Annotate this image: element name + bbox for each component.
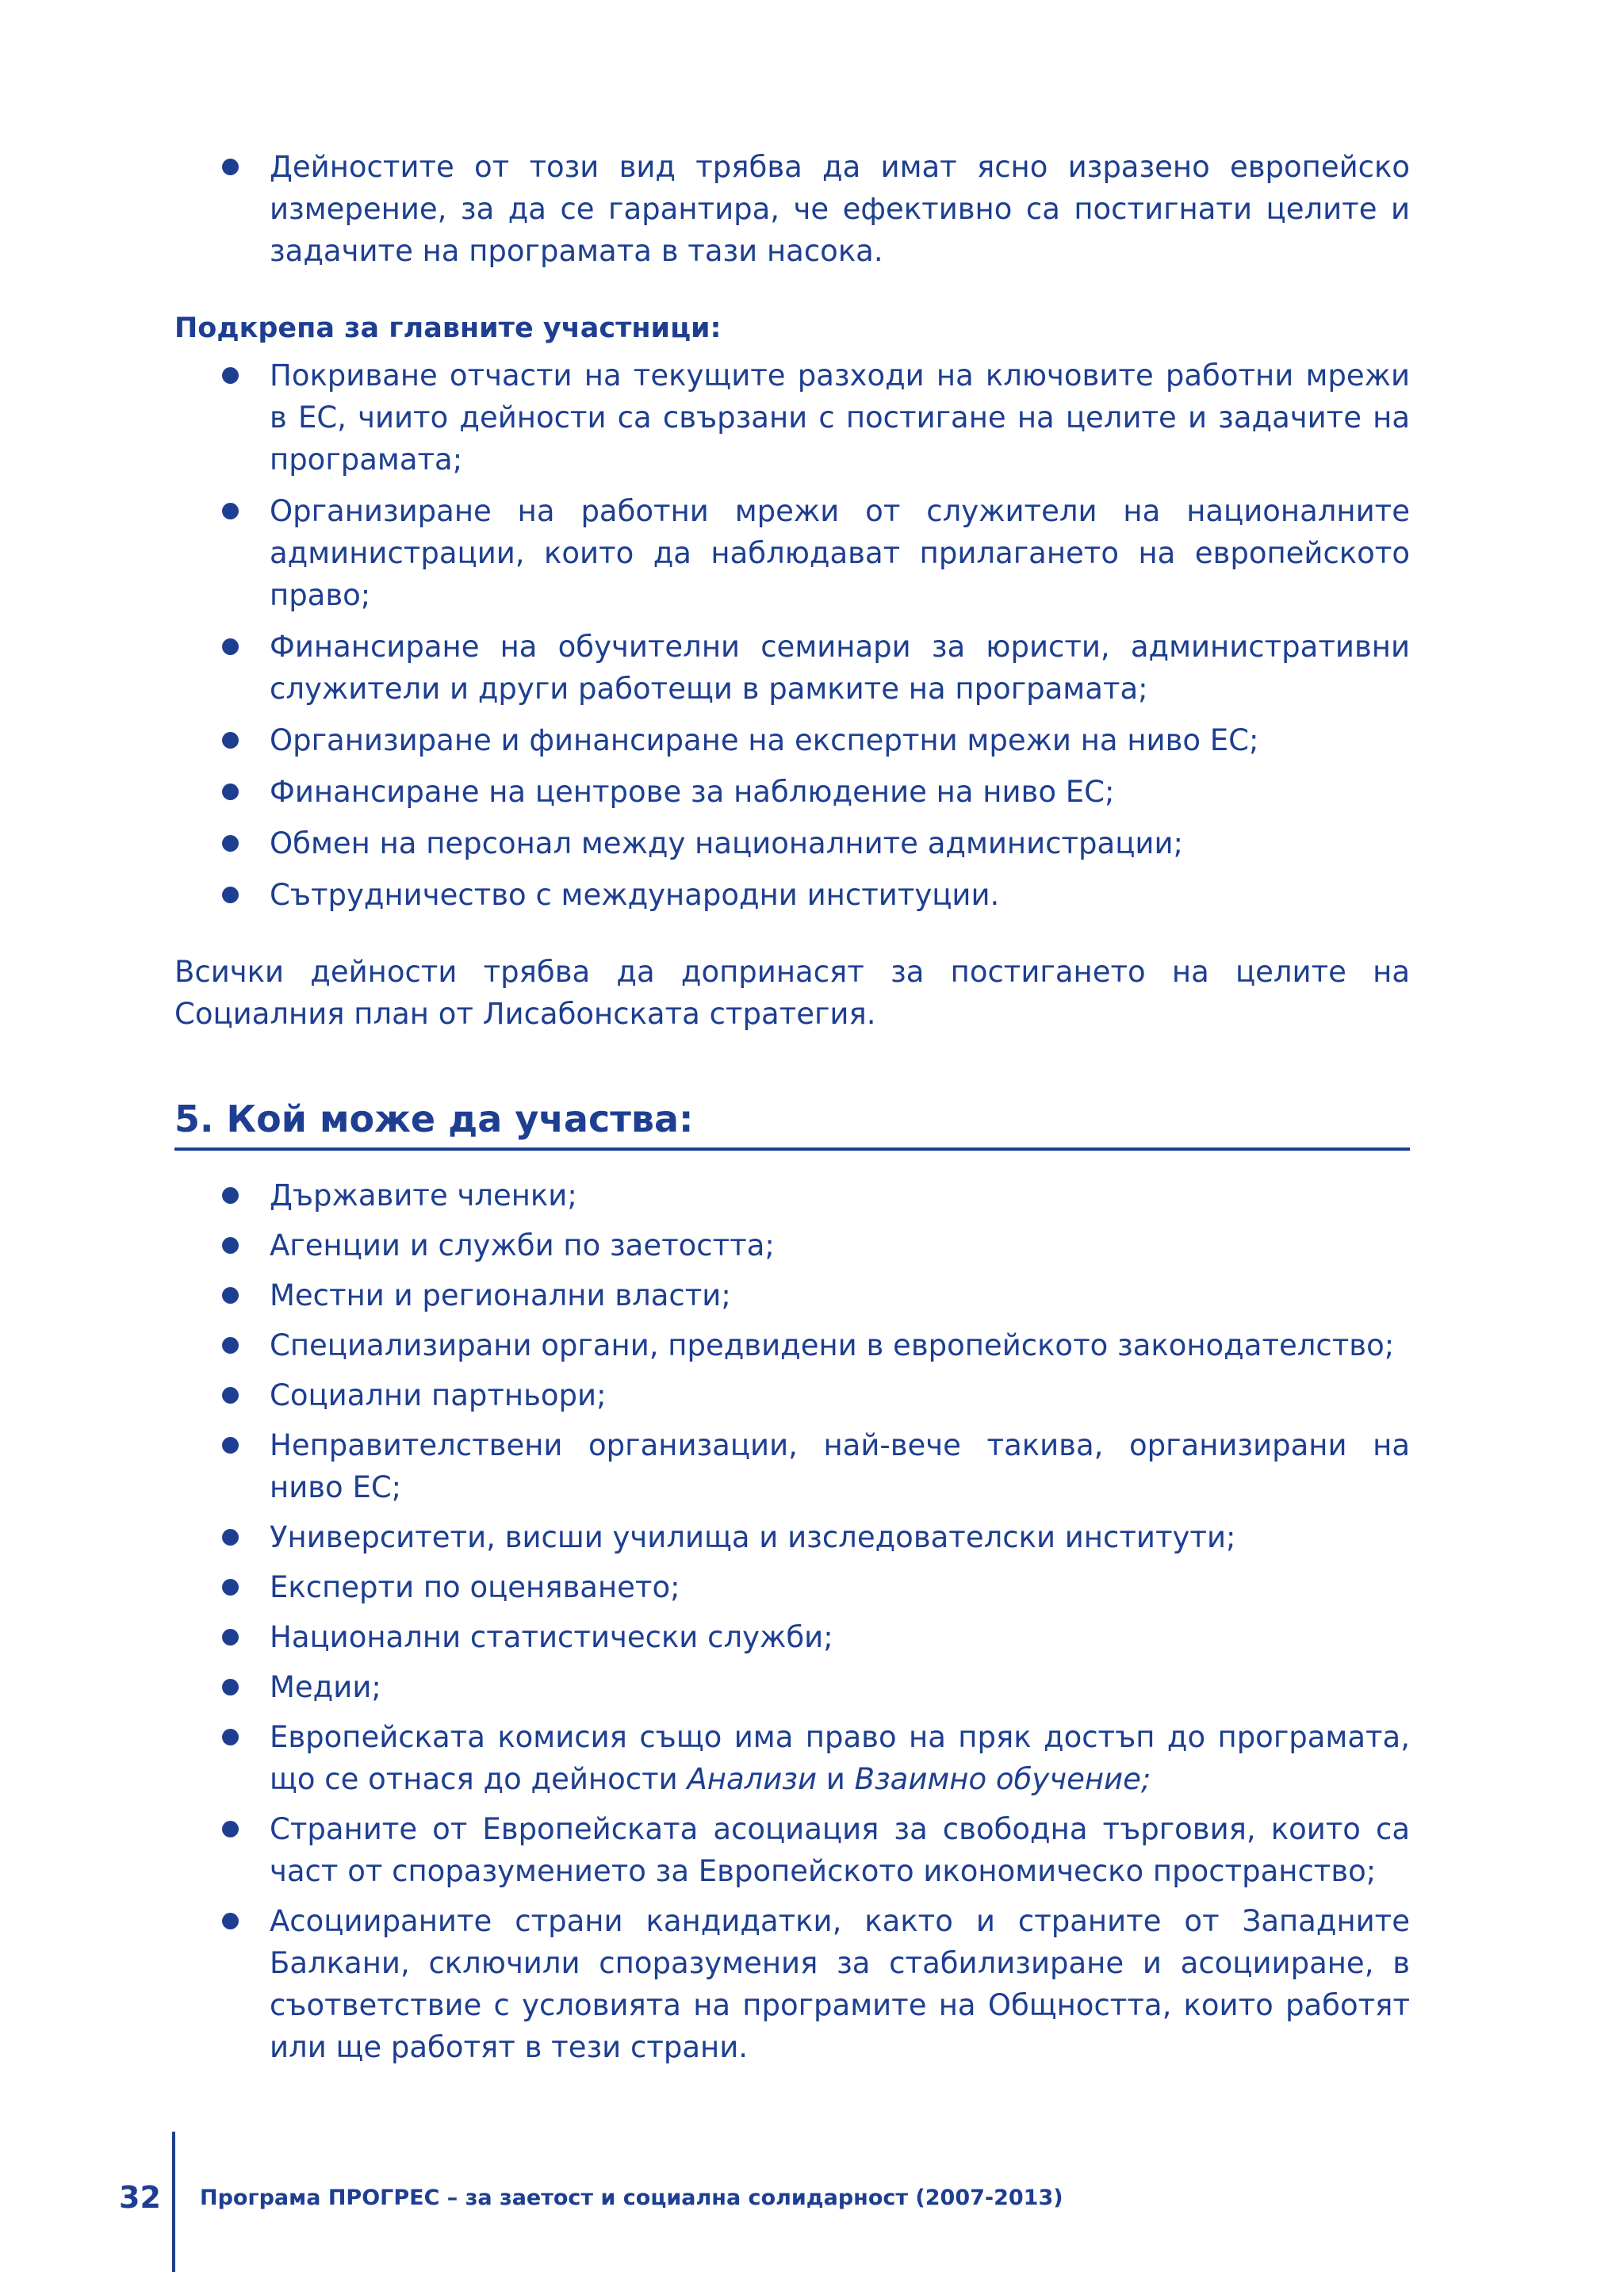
list-item: Държавите членки;	[174, 1174, 1410, 1216]
page-content	[174, 146, 1410, 2076]
list-item: Асоциираните страни кандидатки, както и страните от Западните Балкани, сключили споразумения за стабилизиране и асоцииране, в съответствие с условията на програмите на Общността, които работят или ще работят в тези страни.	[174, 1900, 1410, 2068]
bullet-icon	[222, 1629, 239, 1646]
list-item: Финансиране на центрове за наблюдение на ниво ЕС;	[174, 771, 1410, 813]
list-item: Обмен на персонал между националните администрации;	[174, 822, 1410, 864]
list-item: Национални статистически служби;	[174, 1616, 1410, 1658]
emphasis-analyses: Анализи	[687, 1762, 818, 1796]
bullet-icon	[222, 732, 239, 749]
bullet-icon	[222, 1387, 239, 1404]
participants-list	[174, 1174, 1410, 2068]
list-item: Университети, висши училища и изследователски институти;	[174, 1516, 1410, 1558]
list-item: Сътрудничество с международни институции.	[174, 874, 1410, 916]
list-item: Страните от Европейската асоциация за свободна търговия, които са част от споразумението за Европейското икономическо пространство;	[174, 1808, 1410, 1892]
list-item: Организиране и финансиране на експертни мрежи на ниво ЕС;	[174, 719, 1410, 761]
list-item: Агенции и служби по заетостта;	[174, 1224, 1410, 1266]
bullet-icon	[222, 784, 239, 800]
list-item: Неправителствени организации, най-вече такива, организирани на ниво ЕС;	[174, 1424, 1410, 1508]
list-item: Експерти по оценяването;	[174, 1566, 1410, 1608]
intro-list	[174, 146, 1410, 272]
footer-divider	[172, 2132, 175, 2272]
page-number: 32	[119, 2180, 161, 2215]
list-item-commission: Европейската комисия също има право на пряк достъп до програмата, що се отнася до дейности Анализи и Взаимно обучение;	[174, 1716, 1410, 1800]
list-item: Специализирани органи, предвидени в европейското законодателство;	[174, 1324, 1410, 1366]
list-item: Медии;	[174, 1666, 1410, 1708]
bullet-icon	[222, 503, 239, 519]
section-title: 5. Кой може да участва:	[174, 1097, 1410, 1151]
bullet-icon	[222, 1337, 239, 1354]
bullet-icon	[222, 1821, 239, 1837]
support-heading: Подкрепа за главните участници:	[174, 312, 722, 344]
body-paragraph: Всички дейности трябва да допринасят за постигането на целите на Социалния план от Лисабонската стратегия.	[174, 955, 1410, 1031]
bullet-icon	[222, 1579, 239, 1596]
bullet-icon	[222, 1529, 239, 1546]
bullet-icon	[222, 1287, 239, 1304]
list-item: Местни и регионални власти;	[174, 1274, 1410, 1316]
emphasis-mutual-learning: Взаимно обучение;	[854, 1762, 1151, 1796]
bullet-icon	[222, 1679, 239, 1695]
bullet-icon	[222, 159, 239, 175]
list-item: Дейностите от този вид трябва да имат ясно изразено европейско измерение, за да се гарантира, че ефективно са постигнати целите и задачите на програмата в тази насока.	[174, 146, 1410, 272]
list-item: Организиране на работни мрежи от служители на националните администрации, които да наблюдават прилагането на европейското право;	[174, 490, 1410, 616]
bullet-icon	[222, 1437, 239, 1454]
bullet-icon	[222, 367, 239, 384]
bullet-icon	[222, 887, 239, 903]
bullet-icon	[222, 1729, 239, 1745]
list-item: Социални партньори;	[174, 1374, 1410, 1416]
footer-title: Програма ПРОГРЕС – за заетост и социална солидарност (2007-2013)	[200, 2186, 1063, 2210]
list-item: Финансиране на обучителни семинари за юристи, административни служители и други работещи в рамките на програмата;	[174, 626, 1410, 710]
list-item: Покриване отчасти на текущите разходи на ключовите работни мрежи в ЕС, чиито дейности са свързани с постигане на целите и задачите на програмата;	[174, 354, 1410, 481]
bullet-icon	[222, 1913, 239, 1929]
bullet-icon	[222, 1187, 239, 1204]
bullet-icon	[222, 1237, 239, 1254]
bullet-icon	[222, 835, 239, 852]
bullet-icon	[222, 638, 239, 655]
support-list	[174, 354, 1410, 916]
